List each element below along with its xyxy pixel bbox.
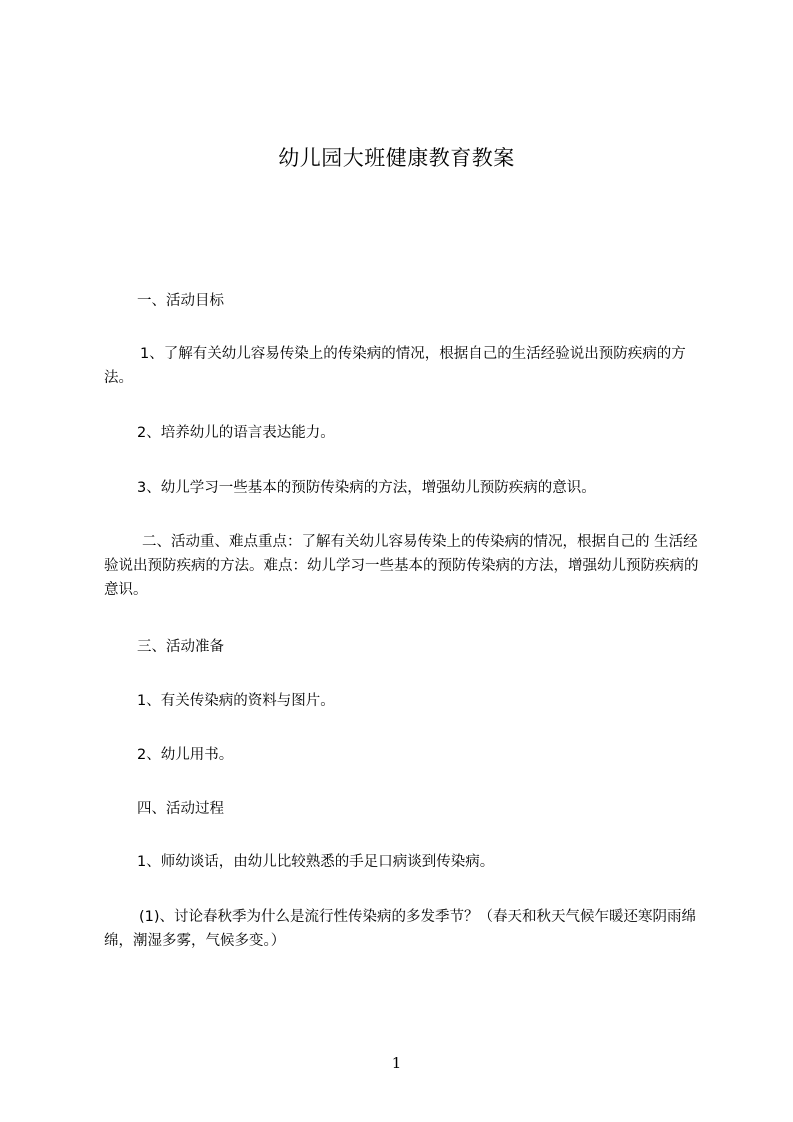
section-key-points: 二、活动重、难点重点：了解有关幼儿容易传染上的传染病的情况，根据自己的 生活经验说出预防疾病的方法。难点：幼儿学习一些基本的预防传染病的方法，增强幼儿预防疾病的意识。	[104, 534, 699, 598]
section-heading-preparation: 三、活动准备	[137, 639, 224, 655]
page-number: 1	[391, 1054, 402, 1072]
section-heading-goals: 一、活动目标	[137, 293, 224, 309]
preparation-item-1: 1、有关传染病的资料与图片。	[137, 693, 335, 709]
preparation-item-2: 2、幼儿用书。	[137, 747, 234, 763]
goal-item-2: 2、培养幼儿的语言表达能力。	[137, 425, 335, 441]
process-subitem-1: (1)、讨论春秋季为什么是流行性传染病的多发季节？（春天和秋天气候乍暖还寒阴雨绵绵，潮湿多雾，气候多变。）	[104, 909, 697, 949]
goal-item-1: 1、了解有关幼儿容易传染上的传染病的情况，根据自己的生活经验说出预防疾病的方法。	[104, 346, 686, 386]
document-title: 幼儿园大班健康教育教案	[278, 146, 515, 170]
process-item-1: 1、师幼谈话，由幼儿比较熟悉的手足口病谈到传染病。	[137, 854, 495, 870]
goal-item-3: 3、幼儿学习一些基本的预防传染病的方法，增强幼儿预防疾病的意识。	[137, 480, 596, 496]
section-heading-process: 四、活动过程	[137, 801, 224, 817]
